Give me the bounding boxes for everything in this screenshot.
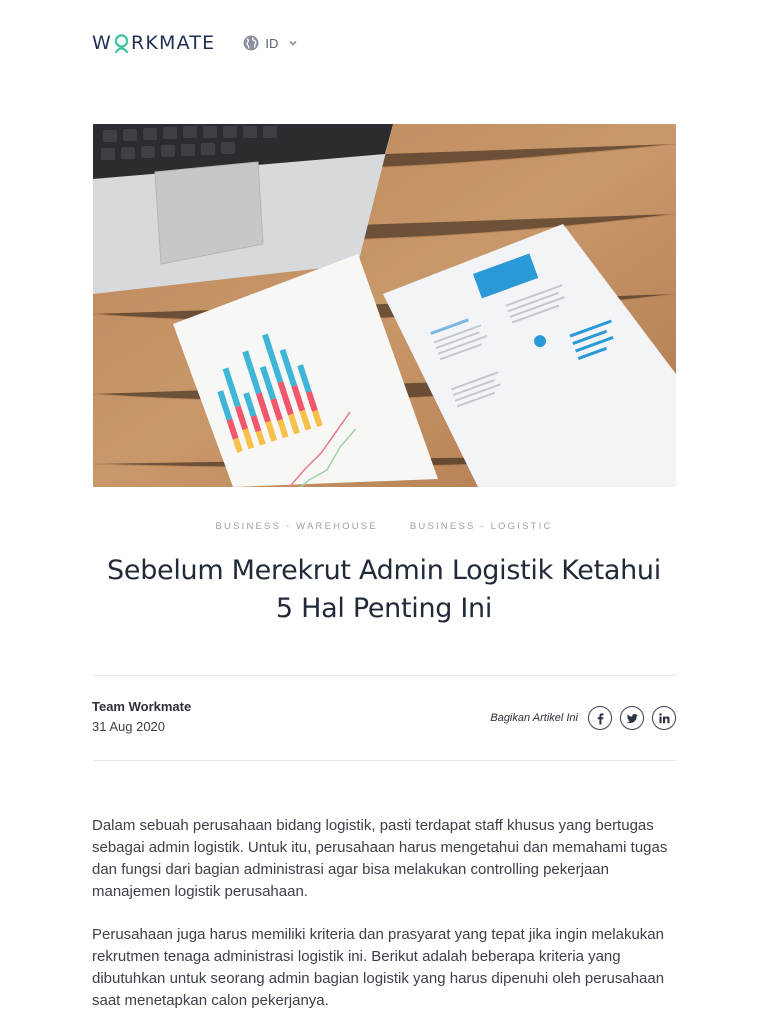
language-selector[interactable]	[243, 35, 298, 51]
logo-text-left: W	[92, 32, 112, 54]
workmate-logo[interactable]	[92, 32, 215, 54]
divider-top	[93, 675, 676, 676]
twitter-icon	[626, 712, 639, 725]
article-title-line-1: Sebelum Merekrut Admin Logistik Ketahui	[107, 555, 661, 586]
language-code: ID	[265, 35, 279, 51]
logo-text-right: RKMATE	[131, 32, 216, 54]
share-twitter-button[interactable]	[620, 706, 644, 730]
category-tag-warehouse[interactable]: BUSINESS - WAREHOUSE	[215, 521, 378, 532]
category-tags	[0, 521, 768, 532]
article-author: Team Workmate	[92, 699, 192, 714]
share-linkedin-button[interactable]	[652, 706, 676, 730]
share-label: Bagikan Artikel Ini	[490, 712, 578, 724]
article-title-line-2: 5 Hal Penting Ini	[275, 593, 493, 624]
facebook-icon	[594, 712, 607, 725]
article-title	[92, 552, 676, 628]
article-date: 31 Aug 2020	[92, 719, 166, 734]
share-bar	[490, 706, 676, 730]
share-facebook-button[interactable]	[588, 706, 612, 730]
divider-bottom	[93, 760, 676, 761]
chevron-down-icon	[288, 38, 298, 48]
linkedin-icon	[658, 712, 671, 725]
logo-person-icon	[113, 33, 130, 53]
globe-icon	[243, 35, 259, 51]
article-paragraph-2: Perusahaan juga harus memiliki kriteria dan prasyarat yang tepat jika ingin melakukan rekrutmen tenaga administrasi logistik ini. Berikut adalah beberapa kriteria yang dibutuhkan untuk seorang admin bagian logistik yang harus dipenuhi oleh perusahaan saat menetapkan calon pekerjanya.	[92, 926, 665, 1009]
category-tag-logistic[interactable]: BUSINESS - LOGISTIC	[409, 521, 553, 532]
hero-image	[93, 124, 676, 487]
article-paragraph-1: Dalam sebuah perusahaan bidang logistik, pasti terdapat staff khusus yang bertugas sebagai admin logistik. Untuk itu, perusahaan harus mengetahui dan memahami tugas dan fungsi dari bagian administrasi agar bisa melakukan controlling pekerjaan manajemen logistik perusahaan.	[92, 817, 668, 900]
site-header	[92, 30, 298, 56]
